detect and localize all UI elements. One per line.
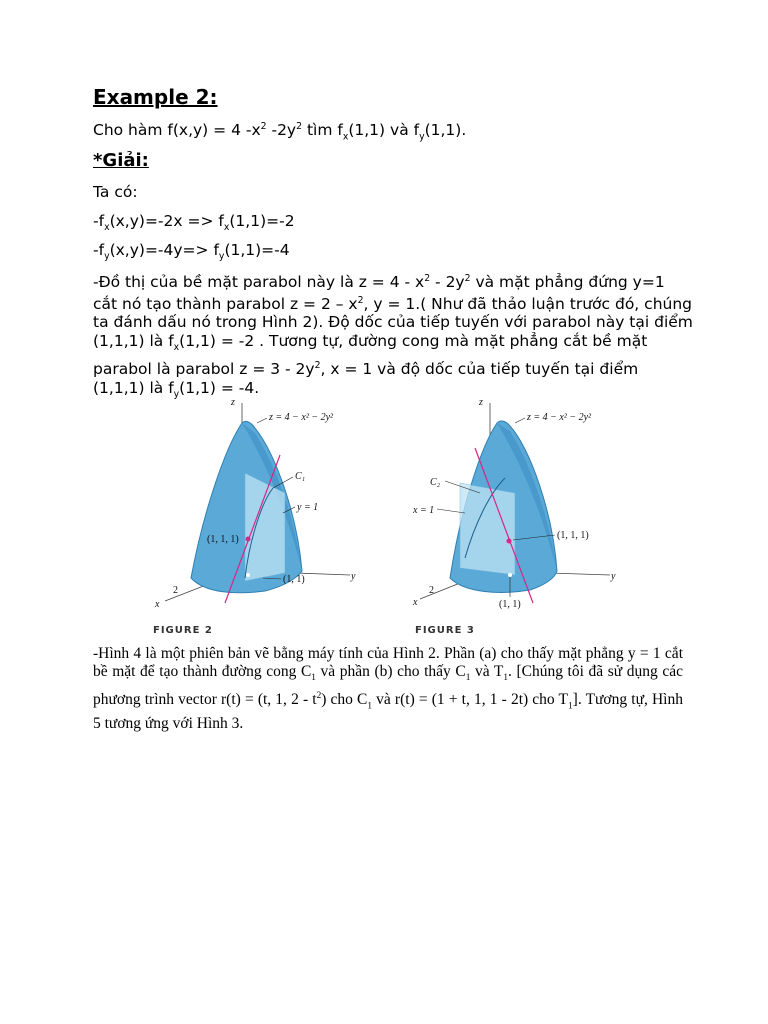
point-11 [508, 573, 512, 577]
surface-label: z = 4 − x² − 2y² [527, 412, 592, 423]
base-point-label: (1, 1) [283, 574, 305, 585]
base-point-label: (1, 1) [499, 599, 521, 610]
fy-derivative-line: $-f_y(x,y)=-4y=> f_y(1,1)=-4$ [93, 241, 290, 263]
z-axis-label: z [231, 397, 235, 408]
z-axis-label: z [479, 397, 483, 408]
figure-discussion-paragraph: -Hình 4 là một phiên bản vẽ bằng máy tính của Hình 2. Phần (a) cho thấy mặt phẳng y = 1 cắt bề mặt để tạo thành đường cong $C_1$ và phần (b) cho thấy $C_1$ và $T_1$. [Chúng tôi đã sử dụng các phương trình vector r(t) = (t, 1, $2 - t^2$) cho $C_1$ và r(t) = (1 + t, 1, 1 - 2t) cho $T_1$]. Tương tự, Hình 5 tương ứng với Hình 3. [93, 645, 683, 733]
figure-2 [145, 393, 375, 643]
ta-co-line: Ta có: [93, 183, 138, 201]
figure-2-caption: FIGURE 2 [153, 625, 213, 636]
curve-label: C₂ [430, 477, 441, 488]
curve-label: C₁ [295, 471, 306, 482]
figure-3-caption: FIGURE 3 [415, 625, 475, 636]
x-tick-2: 2 [429, 585, 434, 596]
fx-derivative-line: $-f_x(x,y)=-2x => f_x(1,1)=-2$ [93, 212, 295, 234]
point-111 [507, 539, 512, 544]
point-label: (1, 1, 1) [207, 534, 239, 545]
x-axis-label: x [413, 597, 418, 608]
example-heading: Example 2: [93, 85, 218, 109]
plane-x-1 [460, 483, 515, 575]
solution-heading: *Giải: [93, 150, 149, 171]
y-axis-label: y [351, 571, 356, 582]
x-axis-label: x [155, 599, 160, 610]
y-axis-label: y [611, 571, 616, 582]
figure-3 [405, 393, 635, 643]
point-111 [246, 537, 251, 542]
point-label: (1, 1, 1) [557, 530, 589, 541]
surface-label: z = 4 − x² − 2y² [269, 412, 334, 423]
explanation-paragraph: -Đồ thị của bề mặt parabol này là $z = 4 - x^2 - 2y^2$ và mặt phẳng đứng y=1 cắt nó tạo thành parabol $z = 2 - x^2$, y = 1.( Như đã thảo luận trước đó, chúng ta đánh dấu nó trong Hình 2). Độ dốc của tiếp tuyến với parabol này tại điểm (1,1,1) là $f_x(1,1) = -2$ . Tương tự, đường cong mà mặt phẳng cắt bề mặt parabol là parabol $z = 3 - 2y^2$, x = 1 và độ dốc của tiếp tuyến tại điểm (1,1,1) là $f_y(1,1) = -4$. [93, 273, 693, 401]
plane-label: x = 1 [413, 505, 435, 516]
problem-statement: Cho hàm f(x,y) = 4 $-x^2$ $-2y^2$ tìm $f_x(1,1)$ và $f_y(1,1)$. [93, 121, 467, 143]
x-tick-2: 2 [173, 585, 178, 596]
point-11 [246, 573, 250, 577]
plane-label: y = 1 [297, 502, 319, 513]
